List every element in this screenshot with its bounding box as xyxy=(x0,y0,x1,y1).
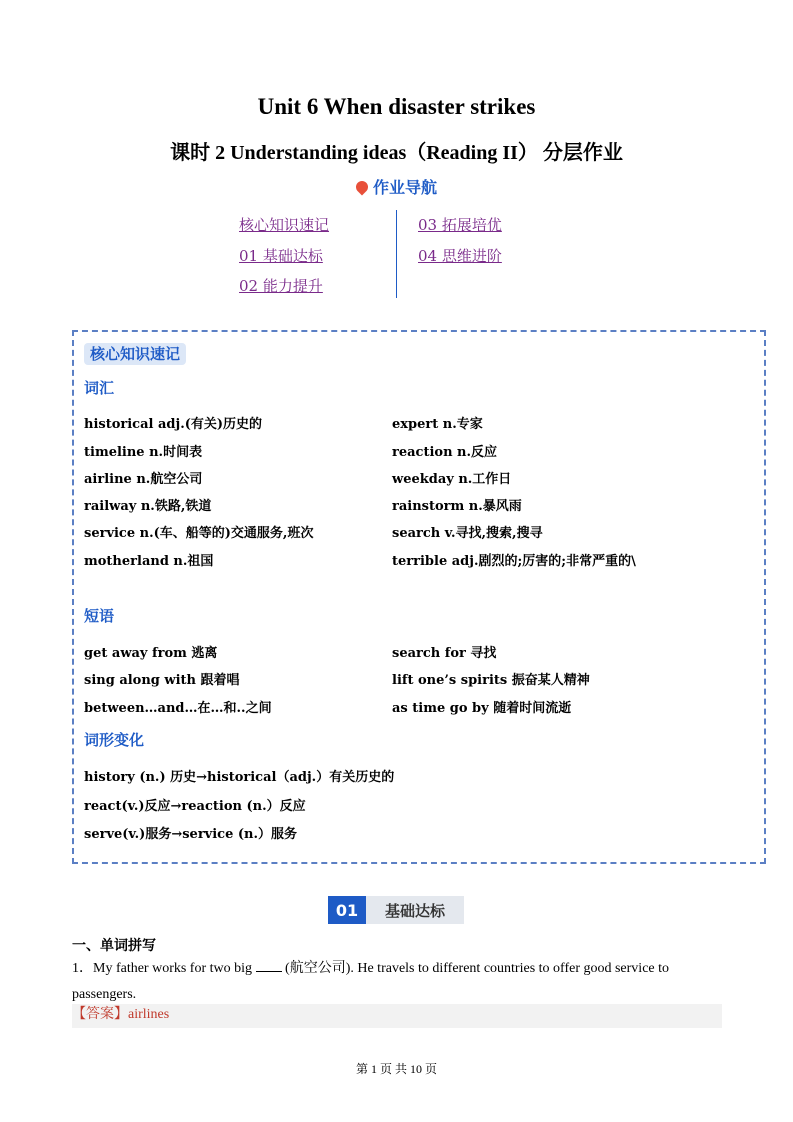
vocab-item: service n.(车、船等的)交通服务,班次 xyxy=(84,526,314,541)
vocab-item: motherland n.祖国 xyxy=(84,554,214,569)
question-suffix: (航空公司). He travels to different countries to offer good service to passengers. xyxy=(72,961,670,1002)
vocab-item: timeline n.时间表 xyxy=(84,445,203,460)
badge-number: 01 xyxy=(328,896,366,924)
answer-blank xyxy=(256,959,282,972)
question-prefix: 1．My father works for two big xyxy=(72,961,253,976)
vocab-item: airline n.航空公司 xyxy=(84,472,203,487)
vocab-item: search v.寻找,搜索,搜寻 xyxy=(392,526,543,541)
vocab-heading: 词汇 xyxy=(84,379,115,397)
nav-link-01[interactable]: 01 基础达标 xyxy=(239,247,323,265)
vocab-item: railway n.铁路,铁道 xyxy=(84,499,212,514)
section-title: 一、单词拼写 xyxy=(72,938,156,954)
form-item: history (n.) 历史→historical（adj.）有关历史的 xyxy=(84,770,395,785)
vocab-item: expert n.专家 xyxy=(392,417,483,432)
page-subtitle: 课时 2 Understanding ideas（Reading II） 分层作业 xyxy=(170,142,623,164)
nav-link-core[interactable]: 核心知识速记 xyxy=(239,216,330,234)
form-item: serve(v.)服务→service (n.）服务 xyxy=(84,827,298,842)
vocab-item: historical adj.(有关)历史的 xyxy=(84,417,263,432)
nav-heading-text: 作业导航 xyxy=(372,178,437,197)
phrase-item: search for 寻找 xyxy=(392,646,497,661)
page-footer: 第 1 页 共 10 页 xyxy=(355,1062,437,1076)
page-title: Unit 6 When disaster strikes xyxy=(257,94,536,119)
nav-link-04[interactable]: 04 思维进阶 xyxy=(418,247,502,265)
question-1 xyxy=(72,956,722,1008)
vocab-item: reaction n.反应 xyxy=(392,445,498,460)
badge-label: 基础达标 xyxy=(366,896,464,924)
section-badge xyxy=(328,896,464,924)
phrase-item: lift one’s spirits 振奋某人精神 xyxy=(392,673,590,688)
vocab-item: weekday n.工作日 xyxy=(392,472,512,487)
nav-divider xyxy=(396,210,397,298)
answer-text: airlines xyxy=(128,1007,170,1022)
answer-tag: 【答案】 xyxy=(72,1007,128,1022)
vocab-item: terrible adj.剧烈的;厉害的;非常严重的\ xyxy=(392,554,636,569)
phrase-item: as time go by 随着时间流逝 xyxy=(392,701,572,716)
nav-link-03[interactable]: 03 拓展培优 xyxy=(418,216,502,234)
vocab-item: rainstorm n.暴风雨 xyxy=(392,499,522,514)
phrase-heading: 短语 xyxy=(84,607,115,625)
phrase-item: get away from 逃离 xyxy=(84,646,218,661)
box-heading: 核心知识速记 xyxy=(84,343,186,364)
form-item: react(v.)反应→reaction (n.）反应 xyxy=(84,799,306,814)
nav-heading xyxy=(0,175,793,198)
location-pin-icon xyxy=(353,179,370,196)
phrase-item: between…and…在…和..之间 xyxy=(84,701,272,716)
nav-link-02[interactable]: 02 能力提升 xyxy=(239,277,323,295)
answer-row xyxy=(72,1004,722,1028)
forms-heading: 词形变化 xyxy=(84,731,145,749)
phrase-item: sing along with 跟着唱 xyxy=(84,673,240,688)
